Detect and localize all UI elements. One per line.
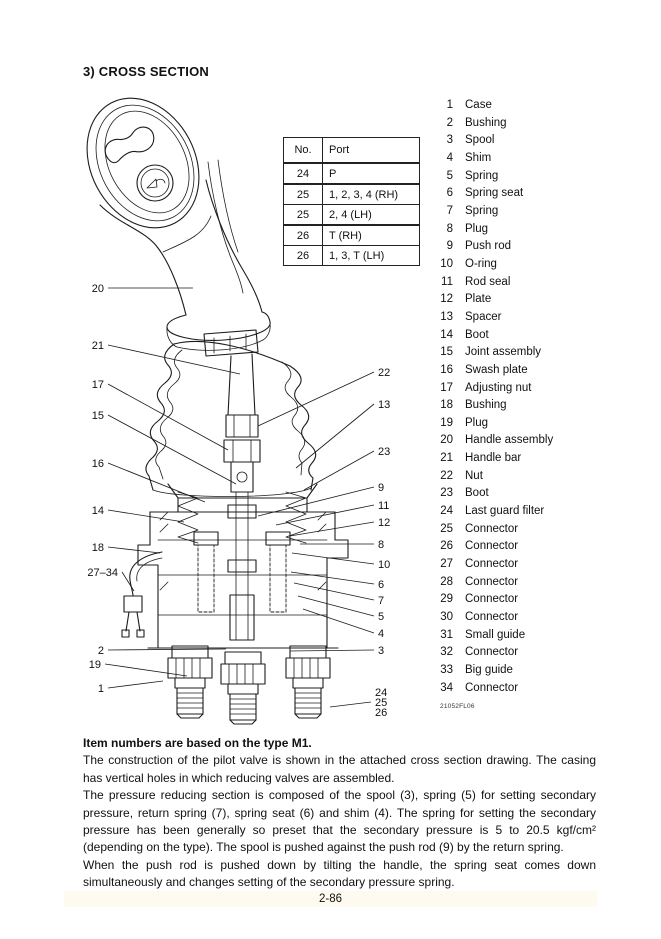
part-number: 14 <box>440 328 453 341</box>
port-no-cell: 26 <box>284 246 323 266</box>
paragraph-construction: The construction of the pilot valve is shown in the attached cross section drawing. The casing has vertical holes in which reducing valves are assembled. <box>83 753 596 785</box>
callout-4: 4 <box>378 628 385 640</box>
part-item <box>432 503 553 521</box>
leader-line-7 <box>294 583 374 600</box>
leader-line-10 <box>292 553 374 564</box>
part-number: 21 <box>440 452 453 465</box>
part-number: 30 <box>440 611 453 624</box>
part-number: 4 <box>446 151 453 164</box>
callout-11: 11 <box>378 500 390 512</box>
part-item <box>432 362 553 380</box>
part-number: 25 <box>440 522 453 535</box>
part-item <box>432 221 553 239</box>
callout-3: 3 <box>378 645 385 657</box>
part-item <box>432 185 553 203</box>
part-item <box>432 238 553 256</box>
port-table-row <box>284 163 420 184</box>
part-number: 24 <box>440 505 453 518</box>
part-item <box>432 291 553 309</box>
callout-layer <box>87 283 390 719</box>
part-number: 1 <box>446 99 453 111</box>
part-name: Spacer <box>465 310 502 323</box>
port-no-cell: 24 <box>284 163 323 184</box>
handle-bar-art <box>204 330 260 492</box>
callout-18: 18 <box>91 542 104 554</box>
part-name: Spring <box>465 204 499 217</box>
part-name: Swash plate <box>465 363 528 376</box>
part-number: 13 <box>440 310 453 323</box>
leader-line-3 <box>290 650 374 651</box>
part-name: Connector <box>465 575 519 588</box>
horn-button-icon <box>137 165 173 201</box>
callout-23: 23 <box>378 446 391 458</box>
part-number: 19 <box>440 416 453 429</box>
part-item <box>432 556 553 574</box>
leader-line-18 <box>108 547 160 553</box>
part-item <box>432 274 553 292</box>
part-name: Connector <box>465 646 519 659</box>
part-name: Rod seal <box>465 275 511 288</box>
part-item <box>432 115 553 133</box>
part-name: Nut <box>465 469 483 482</box>
part-number: 3 <box>446 134 453 147</box>
callout-15: 15 <box>91 410 104 422</box>
description-text <box>83 735 596 892</box>
part-item <box>432 644 553 662</box>
callout-19: 19 <box>88 659 101 671</box>
part-name: Bushing <box>465 116 507 129</box>
port-table-row <box>284 225 420 246</box>
port-no-cell: 25 <box>284 184 323 205</box>
leader-line-1 <box>108 681 163 688</box>
callout-13: 13 <box>378 399 391 411</box>
callout-27–34: 27–34 <box>87 567 118 579</box>
leader-line-27–34 <box>122 572 134 591</box>
part-name: Connector <box>465 611 519 624</box>
callout-2: 2 <box>97 645 104 657</box>
part-name: Shim <box>465 151 492 164</box>
part-item <box>432 627 553 645</box>
part-name: Boot <box>465 487 489 500</box>
part-number: 9 <box>446 240 453 253</box>
part-number: 31 <box>440 628 453 641</box>
part-item <box>432 609 553 627</box>
part-item <box>432 327 553 345</box>
part-number: 28 <box>440 575 453 588</box>
part-item <box>432 591 553 609</box>
part-number: 18 <box>440 399 453 412</box>
callout-21: 21 <box>91 340 104 352</box>
part-name: Connector <box>465 681 519 694</box>
callout-5: 5 <box>378 611 385 623</box>
part-number: 26 <box>440 540 453 553</box>
part-name: Spring <box>465 169 499 182</box>
part-name: Small guide <box>465 628 526 641</box>
part-item <box>432 397 553 415</box>
part-item <box>432 521 553 539</box>
part-name: Plug <box>465 416 489 429</box>
part-item <box>432 97 553 115</box>
callout-10: 10 <box>378 559 391 571</box>
part-number: 27 <box>440 558 453 571</box>
part-item <box>432 132 553 150</box>
leader-line-4 <box>303 609 374 633</box>
leader-line-21 <box>108 345 240 374</box>
part-number: 8 <box>446 222 453 235</box>
leader-line-15 <box>108 415 236 484</box>
part-number: 16 <box>440 363 453 376</box>
leader-line-19 <box>105 664 187 676</box>
part-name: Big guide <box>465 664 513 676</box>
part-name: Spool <box>465 134 495 147</box>
part-name: Plug <box>465 222 489 235</box>
port-name-cell: 1, 3, T (LH) <box>323 246 420 266</box>
part-item <box>432 415 553 433</box>
callout-14: 14 <box>91 505 104 517</box>
callout-9: 9 <box>378 482 385 494</box>
part-name: Connector <box>465 522 519 535</box>
part-name: Handle assembly <box>465 434 554 447</box>
parts-list <box>432 97 553 697</box>
part-number: 5 <box>446 169 453 182</box>
port-table-row <box>284 246 420 266</box>
swash-plate-art <box>168 484 317 543</box>
part-item <box>432 309 553 327</box>
port-name-cell: 1, 2, 3, 4 (RH) <box>323 184 420 205</box>
handle-assembly-art <box>65 79 270 351</box>
part-item <box>432 468 553 486</box>
page-number: 2-86 <box>318 893 343 905</box>
callout-17: 17 <box>91 379 104 391</box>
part-name: Adjusting nut <box>465 381 532 394</box>
callout-1: 1 <box>97 683 104 695</box>
port-table-header <box>284 138 420 164</box>
part-name: Connector <box>465 558 519 571</box>
part-name: Plate <box>465 293 492 306</box>
paragraph-push-rod: When the push rod is pushed down by tilting the handle, the spring seat comes down simultaneously and changes setting of the secondary pressure spring. <box>83 857 596 890</box>
part-name: Spring seat <box>465 187 524 200</box>
leader-line-5 <box>298 596 374 616</box>
leader-line-6 <box>291 572 374 584</box>
part-name: Connector <box>465 540 519 553</box>
port-name-cell: P <box>323 163 420 184</box>
part-number: 29 <box>440 593 453 606</box>
part-name: Boot <box>465 328 489 341</box>
part-number: 11 <box>441 275 453 288</box>
part-item <box>432 538 553 556</box>
part-item <box>432 432 553 450</box>
part-item <box>432 380 553 398</box>
part-number: 6 <box>446 187 453 200</box>
callout-16: 16 <box>91 458 104 470</box>
port-name-cell: 2, 4 (LH) <box>323 205 420 226</box>
part-number: 32 <box>440 646 453 659</box>
part-number: 34 <box>440 681 453 694</box>
callout-20: 20 <box>91 283 104 295</box>
port-no-cell: 26 <box>284 225 323 246</box>
part-name: Connector <box>465 593 519 606</box>
part-item <box>432 344 553 362</box>
part-name: O-ring <box>465 257 497 270</box>
callout-8: 8 <box>378 539 385 551</box>
callout-26: 26 <box>375 707 388 719</box>
part-item <box>432 203 553 221</box>
part-number: 17 <box>440 381 453 394</box>
bottom-connectors-art <box>168 646 330 724</box>
port-table-header-no: No. <box>284 138 323 164</box>
part-number: 10 <box>440 257 453 270</box>
part-item <box>432 150 553 168</box>
port-name-cell: T (RH) <box>323 225 420 246</box>
paragraph-pressure-section: The pressure reducing section is composed of the spool (3), spring (5) for setting secondary pressure, return spring (7), spring seat (6) and shim (4). The spring for setting the secondary pressure has been generally so preset that the secondary pressure is 5 to 20.5 kgf/cm² (depending on the type). The spool is pushed against the push rod (9) by the return spring. <box>83 788 596 855</box>
callout-24: 24 <box>375 687 388 699</box>
section-title: 3) CROSS SECTION <box>83 64 209 79</box>
part-name: Handle bar <box>465 452 522 465</box>
part-number: 12 <box>440 293 453 306</box>
callout-6: 6 <box>378 579 385 591</box>
part-name: Joint assembly <box>465 346 542 359</box>
callout-7: 7 <box>378 595 385 607</box>
part-item <box>432 450 553 468</box>
callout-22: 22 <box>378 367 391 379</box>
part-number: 15 <box>440 346 453 359</box>
leader-line-16 <box>108 463 205 502</box>
figure-code: 21052FL06 <box>440 703 475 710</box>
part-number: 23 <box>440 487 453 500</box>
part-name: Last guard filter <box>465 505 545 518</box>
part-item <box>432 680 553 698</box>
leader-line-25 <box>330 702 371 707</box>
part-name: Case <box>465 99 492 111</box>
leader-line-23 <box>304 451 374 490</box>
part-item <box>432 256 553 274</box>
port-table-header-port: Port <box>323 138 420 164</box>
port-table-row <box>284 184 420 205</box>
port-table-row <box>284 205 420 226</box>
part-item <box>432 662 553 680</box>
part-number: 2 <box>446 116 453 129</box>
port-no-cell: 25 <box>284 205 323 226</box>
callout-12: 12 <box>378 517 391 529</box>
callout-25: 25 <box>375 697 388 709</box>
leader-line-17 <box>108 384 228 450</box>
part-number: 22 <box>440 469 453 482</box>
port-table <box>283 137 420 266</box>
part-name: Bushing <box>465 399 507 412</box>
part-number: 33 <box>440 664 453 676</box>
part-number: 7 <box>446 204 453 217</box>
part-item <box>432 485 553 503</box>
part-name: Push rod <box>465 240 512 253</box>
part-item <box>432 168 553 186</box>
note-type-m1: Item numbers are based on the type M1. <box>83 736 312 750</box>
part-item <box>432 574 553 592</box>
peanut-button-icon <box>101 124 158 165</box>
valve-body-art <box>138 492 348 648</box>
part-number: 20 <box>440 434 453 447</box>
